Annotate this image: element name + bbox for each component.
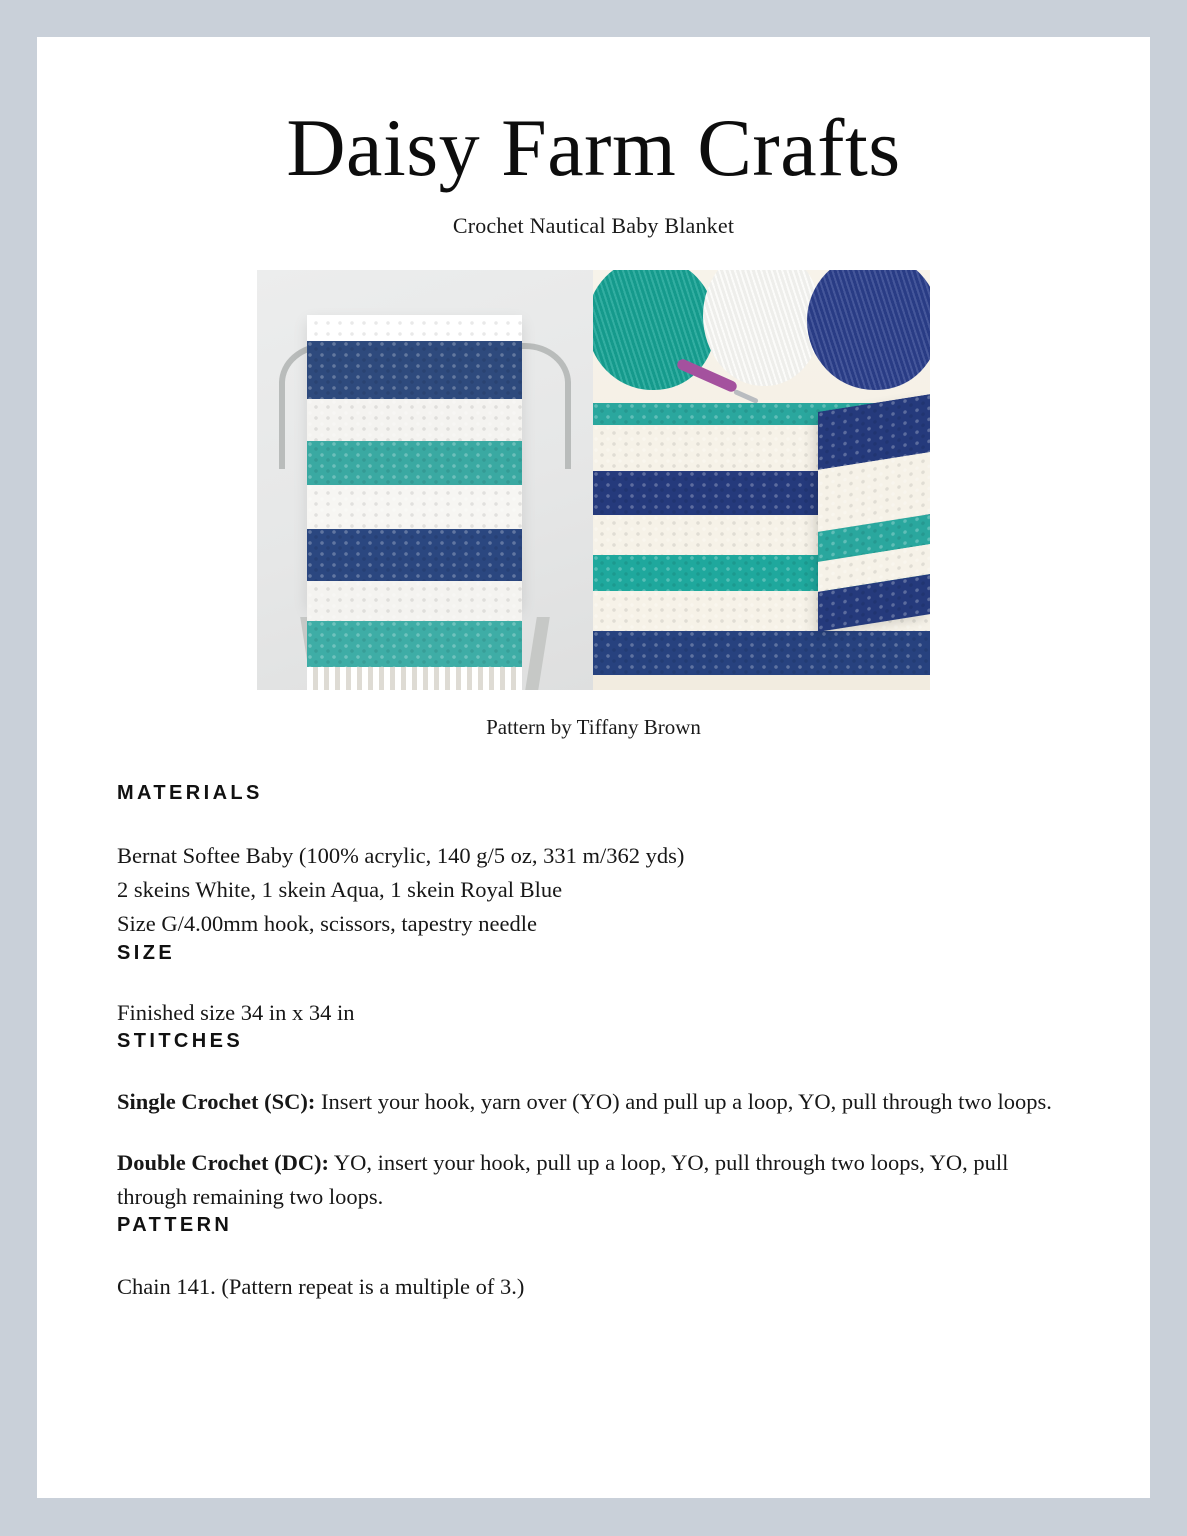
- size-text: Finished size 34 in x 34 in: [117, 999, 355, 1025]
- single-crochet-text: Insert your hook, yarn over (YO) and pull up a loop, YO, pull through two loops.: [315, 1088, 1052, 1114]
- photo-blanket-on-chair: [257, 270, 593, 690]
- blanket-stripe-white: [307, 581, 522, 621]
- photo-strip: [257, 270, 930, 690]
- blanket-stripe-white: [307, 315, 522, 341]
- blanket-stripe-white: [307, 485, 522, 529]
- heading-pattern: PATTERN: [117, 1214, 233, 1237]
- materials-line-2: 2 skeins White, 1 skein Aqua, 1 skein Royal Blue: [117, 877, 563, 903]
- double-crochet-label: Double Crochet (DC):: [117, 1149, 330, 1175]
- blanket-folded-corner: [818, 394, 930, 632]
- page-title: Daisy Farm Crafts: [286, 102, 901, 193]
- blanket-stripe-aqua: [307, 621, 522, 667]
- double-crochet-text: YO, insert your hook, pull up a loop, YO, pull through two loops, YO, pull through remaining two loops.: [117, 1149, 1009, 1210]
- crochet-blanket: [307, 315, 522, 605]
- materials-line-1: Bernat Softee Baby (100% acrylic, 140 g/5 oz, 331 m/362 yds): [117, 843, 685, 868]
- pattern-text: Chain 141. (Pattern repeat is a multiple of 3.): [117, 1274, 525, 1300]
- blanket-stripe-white: [307, 399, 522, 441]
- blanket-stripe-royal-blue: [307, 341, 522, 399]
- photo-yarn-and-blanket: [593, 270, 930, 690]
- photo-caption: Pattern by Tiffany Brown: [486, 715, 701, 739]
- double-crochet-definition: [117, 1146, 1072, 1214]
- blanket-stripe-aqua: [307, 441, 522, 485]
- document-body: [117, 782, 1072, 1305]
- single-crochet-label: Single Crochet (SC):: [117, 1088, 316, 1114]
- materials-list: [117, 839, 1072, 942]
- materials-line-3: Size G/4.00mm hook, scissors, tapestry needle: [117, 911, 537, 937]
- heading-stitches: STITCHES: [117, 1029, 244, 1052]
- document-page: [37, 37, 1150, 1498]
- single-crochet-definition: [117, 1085, 1072, 1119]
- heading-materials: MATERIALS: [117, 782, 263, 804]
- blanket-stripe-white-ribbing: [307, 667, 522, 690]
- heading-size: SIZE: [117, 941, 176, 964]
- blanket-stripe-royal-blue: [593, 631, 930, 675]
- blanket-stripe-royal-blue: [307, 529, 522, 581]
- page-subtitle: Crochet Nautical Baby Blanket: [452, 213, 735, 239]
